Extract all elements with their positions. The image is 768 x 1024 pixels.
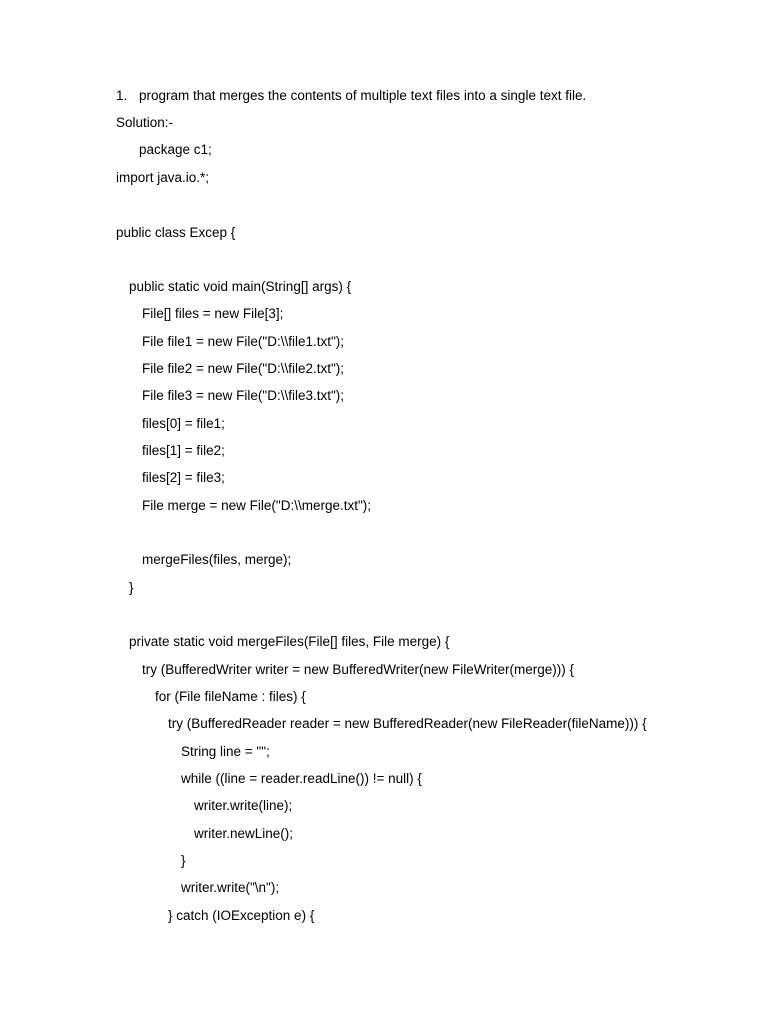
code-line: public class Excep {: [116, 225, 236, 240]
code-line: String line = "";: [181, 744, 270, 759]
code-line: files[0] = file1;: [142, 416, 225, 431]
code-line: for (File fileName : files) {: [155, 689, 306, 704]
question-text: program that merges the contents of multiple text files into a single text file.: [139, 88, 587, 103]
question-number: 1.: [116, 88, 128, 103]
code-line: File file1 = new File("D:\\file1.txt");: [142, 334, 345, 349]
code-line: File file2 = new File("D:\\file2.txt");: [142, 361, 345, 376]
code-line: files[1] = file2;: [142, 443, 225, 458]
code-line: public static void main(String[] args) {: [129, 279, 352, 294]
code-line: files[2] = file3;: [142, 470, 225, 485]
code-line: File file3 = new File("D:\\file3.txt");: [142, 388, 345, 403]
code-line: mergeFiles(files, merge);: [142, 552, 292, 567]
code-line: }: [129, 580, 134, 595]
code-line: writer.write("\n");: [181, 880, 280, 895]
code-line: writer.write(line);: [194, 798, 293, 813]
code-line: writer.newLine();: [194, 826, 294, 841]
code-line: }: [181, 853, 186, 868]
code-line: package c1;: [139, 142, 212, 157]
solution-label: Solution:-: [116, 115, 174, 130]
code-line: try (BufferedReader reader = new BufferedReader(new FileReader(fileName))) {: [168, 716, 647, 731]
code-line: } catch (IOException e) {: [168, 908, 315, 923]
code-line: try (BufferedWriter writer = new BufferedWriter(new FileWriter(merge))) {: [142, 662, 574, 677]
code-line: import java.io.*;: [116, 170, 210, 185]
code-line: File merge = new File("D:\\merge.txt");: [142, 498, 372, 513]
code-line: while ((line = reader.readLine()) != null) {: [181, 771, 422, 786]
code-line: private static void mergeFiles(File[] files, File merge) {: [129, 634, 450, 649]
code-line: File[] files = new File[3];: [142, 306, 284, 321]
